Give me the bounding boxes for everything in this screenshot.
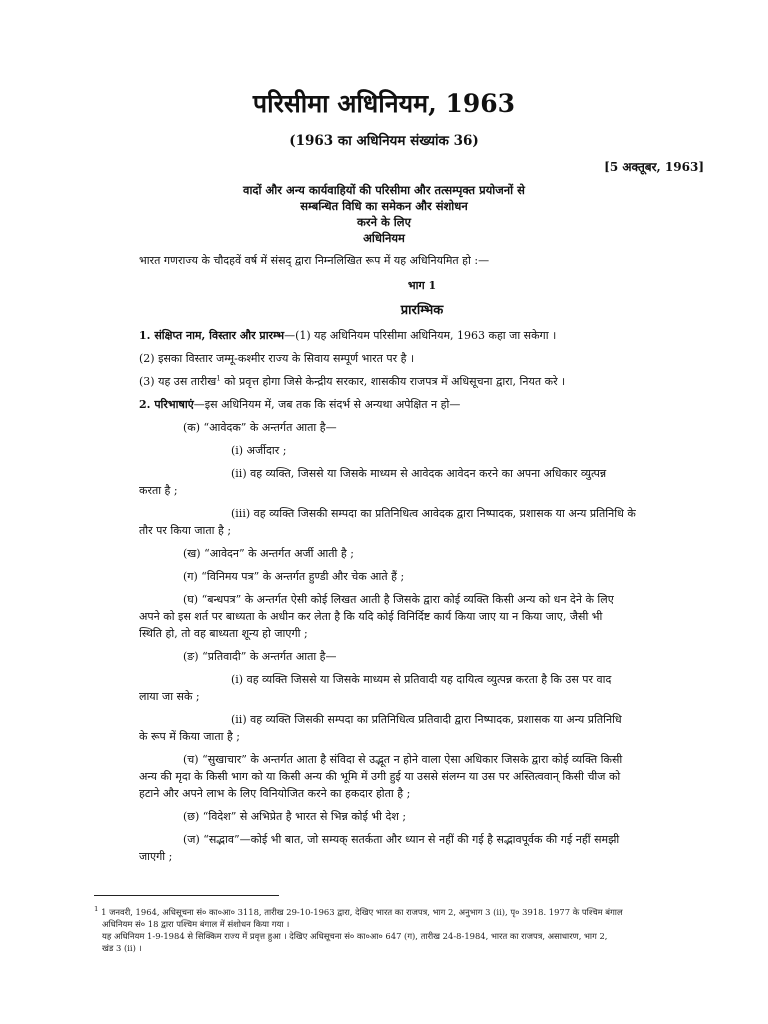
definition-chha: (छ) “विदेश” से अभिप्रेत है भारत से भिन्न कोई भी देश ; <box>183 810 407 823</box>
act-title: परिसीमा अधिनियम, 1963 <box>252 89 516 118</box>
definition-line: लाया जा सके ; <box>139 690 200 703</box>
definition-line: हटाने और अपने लाभ के लिए विनियोजित करने का हकदार होता है ; <box>139 787 411 800</box>
definition-line: (च) “सुखाचार” के अन्तर्गत आता है संविदा से उद्भूत न होने वाला ऐसा अधिकार जिसके द्वारा कोई व्यक्ति किसी <box>183 753 623 766</box>
section-1-sub-3-text: को प्रवृत्त होगा जिसे केन्द्रीय सरकार, शासकीय राजपत्र में अधिसूचना द्वारा, नियत करे । <box>220 375 566 388</box>
definition-ka-i: (i) अर्जीदार ; <box>231 444 287 457</box>
footnote-text: अधिनियम सं० 18 द्वारा पश्चिम बंगाल में संशोधन किया गया । <box>102 919 290 929</box>
definition-line: (i) वह व्यक्ति जिससे या जिसके माध्यम से प्रतिवादी यह दायित्व व्युत्पन्न करता है कि उस पर वाद <box>231 673 612 686</box>
footnote-ref[interactable]: 1 <box>216 374 221 383</box>
definition-nga-ii <box>139 711 705 745</box>
section-1-sub-2: (2) इसका विस्तार जम्मू-कश्मीर राज्य के सिवाय सम्पूर्ण भारत पर है । <box>139 352 415 365</box>
part-number: भाग 1 <box>407 279 437 292</box>
long-title <box>0 182 768 246</box>
definition-ga: (ग) “विनिमय पत्र” के अन्तर्गत हुण्डी और चेक आते हैं ; <box>183 570 405 583</box>
definition-nga-i <box>139 671 705 705</box>
section-2 <box>139 396 705 413</box>
definition-line: स्थिति हो, तो वह बाध्यता शून्य हो जाएगी ; <box>139 627 308 640</box>
long-title-line: सम्बन्धित विधि का समेकन और संशोधन <box>300 199 468 213</box>
footnote-divider <box>94 895 279 896</box>
footnote-text: 1 जनवरी, 1964, अधिसूचना सं० का०आ० 3118, तारीख 29-10-1963 द्वारा, देखिए भारत का राजपत्र, भाग 2, अनुभाग 3 (ii), पृ० 3918. 1977 के पश्चिम बंगाल <box>98 907 623 917</box>
definition-line: अपने को इस शर्त पर बाध्यता के अधीन कर लेता है कि यदि कोई विनिर्दिष्ट कार्य किया जाए या न किया जाए, जैसी भी <box>139 610 603 623</box>
definition-line: (ज) “सद्भाव”—कोई भी बात, जो सम्यक् सतर्कता और ध्यान से नहीं की गई है सद्भावपूर्वक की गई नहीं समझी <box>183 833 620 846</box>
enacting-formula: भारत गणराज्य के चौदहवें वर्ष में संसद् द्वारा निम्नलिखित रूप में यह अधिनियमित हो :— <box>139 254 490 267</box>
definition-nga: (ङ) “प्रतिवादी” के अन्तर्गत आता है— <box>183 650 337 663</box>
footnote-text: यह अधिनियम 1-9-1984 से सिक्किम राज्य में प्रवृत्त हुआ । देखिए अधिसूचना सं० का०आ० 647 (ग), तारीख 24-8-1984, भारत का राजपत्र, असाधारण, भाग 2, <box>102 931 608 941</box>
part-heading: प्रारम्भिक <box>400 303 444 318</box>
section-1 <box>139 327 705 344</box>
definition-line: अन्य की मृदा के किसी भाग को या किसी अन्य की भूमि में उगी हुई या उससे संलग्न या उस पर अस्तित्ववान् किसी चीज को <box>139 770 621 783</box>
definition-ka: (क) “आवेदक” के अन्तर्गत आता है— <box>183 421 337 434</box>
definition-line: तौर पर किया जाता है ; <box>139 524 232 537</box>
footnote-1 <box>94 906 706 918</box>
footnotes <box>94 906 706 954</box>
section-1-sub-1: —(1) यह अधिनियम परिसीमा अधिनियम, 1963 कहा जा सकेगा । <box>284 329 557 342</box>
section-1-sub-3 <box>139 373 705 390</box>
footnote-marker: 1 <box>94 906 99 914</box>
long-title-line: वादों और अन्य कार्यवाहियों की परिसीमा और तत्सम्पृक्त प्रयोजनों से <box>243 183 525 197</box>
section-2-intro: —इस अधिनियम में, जब तक कि संदर्भ से अन्यथा अपेक्षित न हो— <box>193 398 461 411</box>
definition-line: के रूप में किया जाता है ; <box>139 730 241 743</box>
definition-cha <box>139 751 705 802</box>
definition-line: करता है ; <box>139 484 178 497</box>
definition-kha: (ख) “आवेदन” के अन्तर्गत अर्जी आती है ; <box>183 547 354 560</box>
definition-line: जाएगी ; <box>139 850 173 863</box>
footnote-text: खंड 3 (ii) । <box>102 943 142 953</box>
enactment-date: [5 अक्तूबर, 1963] <box>604 160 704 174</box>
section-1-sub-3-text: (3) यह उस तारीख <box>139 375 217 388</box>
definition-ka-iii <box>139 505 705 539</box>
definition-line: (ii) वह व्यक्ति, जिससे या जिसके माध्यम से आवेदक आवेदन करने का अपना अधिकार व्युत्पन्न <box>231 467 607 480</box>
section-2-heading: 2. परिभाषाएं <box>139 398 194 411</box>
long-title-line: करने के लिए <box>357 215 411 229</box>
definition-ja <box>139 831 705 865</box>
definition-line: (ii) वह व्यक्ति जिसकी सम्पदा का प्रतिनिधित्व प्रतिवादी द्वारा निष्पादक, प्रशासक या अन्य प्रतिनिधि <box>231 713 622 726</box>
definition-ka-ii <box>139 465 705 499</box>
definition-line: (iii) वह व्यक्ति जिसकी सम्पदा का प्रतिनिधित्व आवेदक द्वारा निष्पादक, प्रशासक या अन्य प्रतिनिधि के <box>231 507 636 520</box>
act-number: (1963 का अधिनियम संख्यांक 36) <box>289 133 479 149</box>
section-1-heading: 1. संक्षिप्त नाम, विस्तार और प्रारम्भ <box>139 329 285 342</box>
long-title-line: अधिनियम <box>363 231 405 245</box>
definition-gha <box>139 591 705 642</box>
definition-line: (घ) “बन्धपत्र” के अन्तर्गत ऐसी कोई लिखत आती है जिसके द्वारा कोई व्यक्ति किसी अन्य को धन देने के लिए <box>183 593 614 606</box>
act-body <box>139 252 705 865</box>
